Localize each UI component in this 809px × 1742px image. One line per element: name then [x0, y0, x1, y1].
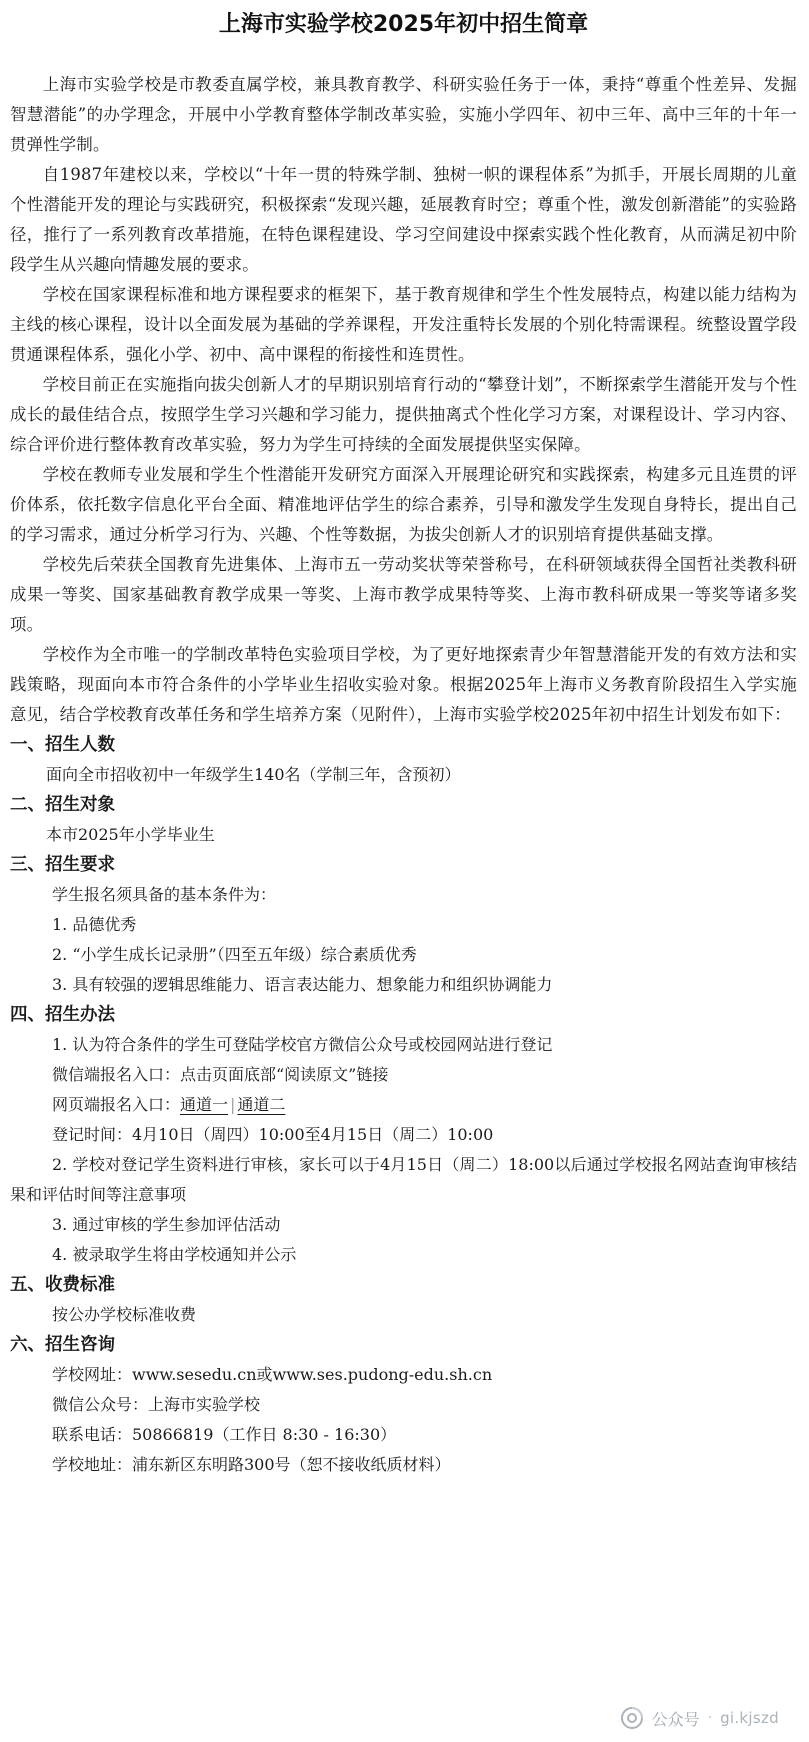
intro-paragraph: 自1987年建校以来，学校以“十年一贯的特殊学制、独树一帜的课程体系”为抓手，开展长周期的儿童个性潜能开发的理论与实践研究，积极探索“发现兴趣，延展教育时空；尊重个性，激发创新潜能”的实验路径，推行了一系列教育改革措施，在特色课程建设、学习空间建设中探索实践个性化教育，从而满足初中阶段学生从兴趣向情趣发展的要求。	[10, 165, 797, 274]
method-item: 2. 学校对登记学生资料进行审核，家长可以于4月15日（周二）18:00以后通过学校报名网站查询审核结果和评估时间等注意事项	[10, 1155, 797, 1204]
portal-link-1[interactable]: 通道一	[180, 1095, 229, 1114]
watermark-account: gi.kjszd	[720, 1709, 779, 1727]
web-entry-line	[10, 1090, 797, 1120]
link-separator: |	[230, 1095, 236, 1114]
intro-paragraph: 学校在国家课程标准和地方课程要求的框架下，基于教育规律和学生个性发展特点，构建以能力结构为主线的核心课程，设计以全面发展为基础的学养课程，开发注重特长发展的个别化特需课程。统整设置学段贯通课程体系，强化小学、初中、高中课程的衔接性和连贯性。	[10, 285, 797, 364]
method-item: 4. 被录取学生将由学校通知并公示	[52, 1245, 297, 1264]
intro-paragraph: 学校作为全市唯一的学制改革特色实验项目学校，为了更好地探索青少年智慧潜能开发的有效方法和实践策略，现面向本市符合条件的小学毕业生招收实验对象。根据2025年上海市义务教育阶段招生入学实施意见，结合学校教育改革任务和学生培养方案（见附件），上海市实验学校2025年初中招生计划发布如下：	[10, 645, 797, 724]
section-line: 按公办学校标准收费	[52, 1305, 197, 1324]
watermark-label: 公众号	[651, 1709, 700, 1729]
intro-paragraph: 学校先后荣获全国教育先进集体、上海市五一劳动奖状等荣誉称号，在科研领域获得全国哲社类教科研成果一等奖、国家基础教育教学成果一等奖、上海市教学成果特等奖、上海市教科研成果一等奖等诸多奖项。	[10, 555, 797, 634]
contact-phone: 联系电话：50866819（工作日 8:30 - 16:30）	[52, 1425, 397, 1444]
section-enrollment-requirements	[10, 850, 797, 1000]
section-enrollment-contact	[10, 1330, 797, 1480]
method-item: 3. 通过审核的学生参加评估活动	[52, 1215, 281, 1234]
requirement-item: 1. 品德优秀	[52, 915, 137, 934]
school-address: 学校地址：浦东新区东明路300号（恕不接收纸质材料）	[52, 1455, 451, 1474]
wechat-account: 微信公众号：上海市实验学校	[52, 1395, 261, 1414]
section-enrollment-target	[10, 790, 797, 850]
section-enrollment-method	[10, 1000, 797, 1270]
section-heading: 二、招生对象	[10, 795, 115, 815]
section-line: 学生报名须具备的基本条件为：	[52, 885, 277, 904]
intro-paragraph: 学校在教师专业发展和学生个性潜能开发研究方面深入开展理论研究和实践探索，构建多元且连贯的评价体系，依托数字信息化平台全面、精准地评估学生的综合素养，引导和激发学生发现自身特长，提出自己的学习需求，通过分析学习行为、兴趣、个性等数据，为拔尖创新人才的识别培育提供基础支撑。	[10, 465, 797, 544]
document-title: 上海市实验学校2025年初中招生简章	[218, 12, 589, 37]
section-heading: 四、招生办法	[10, 1005, 115, 1025]
intro-paragraph: 上海市实验学校是市教委直属学校，兼具教育教学、科研实验任务于一体，秉持“尊重个性差异、发掘智慧潜能”的办学理念，开展中小学教育整体学制改革实验，实施小学四年、初中三年、高中三年的十年一贯弹性学制。	[10, 75, 797, 154]
section-heading: 一、招生人数	[10, 735, 115, 755]
section-heading: 六、招生咨询	[10, 1335, 115, 1355]
watermark-dot: ·	[707, 1710, 713, 1726]
registration-time: 登记时间：4月10日（周四）10:00至4月15日（周二）10:00	[52, 1125, 494, 1144]
section-fee-standard	[10, 1270, 797, 1330]
wechat-entry-line: 微信端报名入口：点击页面底部“阅读原文”链接	[52, 1065, 389, 1084]
requirement-item: 2. “小学生成长记录册”（四至五年级）综合素质优秀	[52, 945, 417, 964]
section-line: 面向全市招收初中一年级学生140名（学制三年，含预初）	[46, 765, 461, 784]
section-enrollment-count	[10, 730, 797, 790]
section-line: 本市2025年小学毕业生	[46, 825, 215, 844]
school-website: 学校网址：www.sesedu.cn或www.ses.pudong-edu.sh.cn	[52, 1365, 493, 1384]
wechat-official-account-icon	[620, 1706, 644, 1730]
web-entry-label: 网页端报名入口：	[52, 1095, 181, 1114]
intro-paragraph: 学校目前正在实施指向拔尖创新人才的早期识别培育行动的“攀登计划”，不断探索学生潜能开发与个性成长的最佳结合点，按照学生学习兴趣和学习能力，提供抽离式个性化学习方案，对课程设计、学习内容、综合评价进行整体教育改革实验，努力为学生可持续的全面发展提供坚实保障。	[10, 375, 797, 454]
section-heading: 三、招生要求	[10, 855, 115, 875]
requirement-item: 3. 具有较强的逻辑思维能力、语言表达能力、想象能力和组织协调能力	[52, 975, 553, 994]
portal-link-2[interactable]: 通道二	[237, 1095, 286, 1114]
section-heading: 五、收费标准	[10, 1275, 115, 1295]
method-item: 1. 认为符合条件的学生可登陆学校官方微信公众号或校园网站进行登记	[52, 1035, 553, 1054]
wechat-watermark	[620, 1706, 779, 1730]
